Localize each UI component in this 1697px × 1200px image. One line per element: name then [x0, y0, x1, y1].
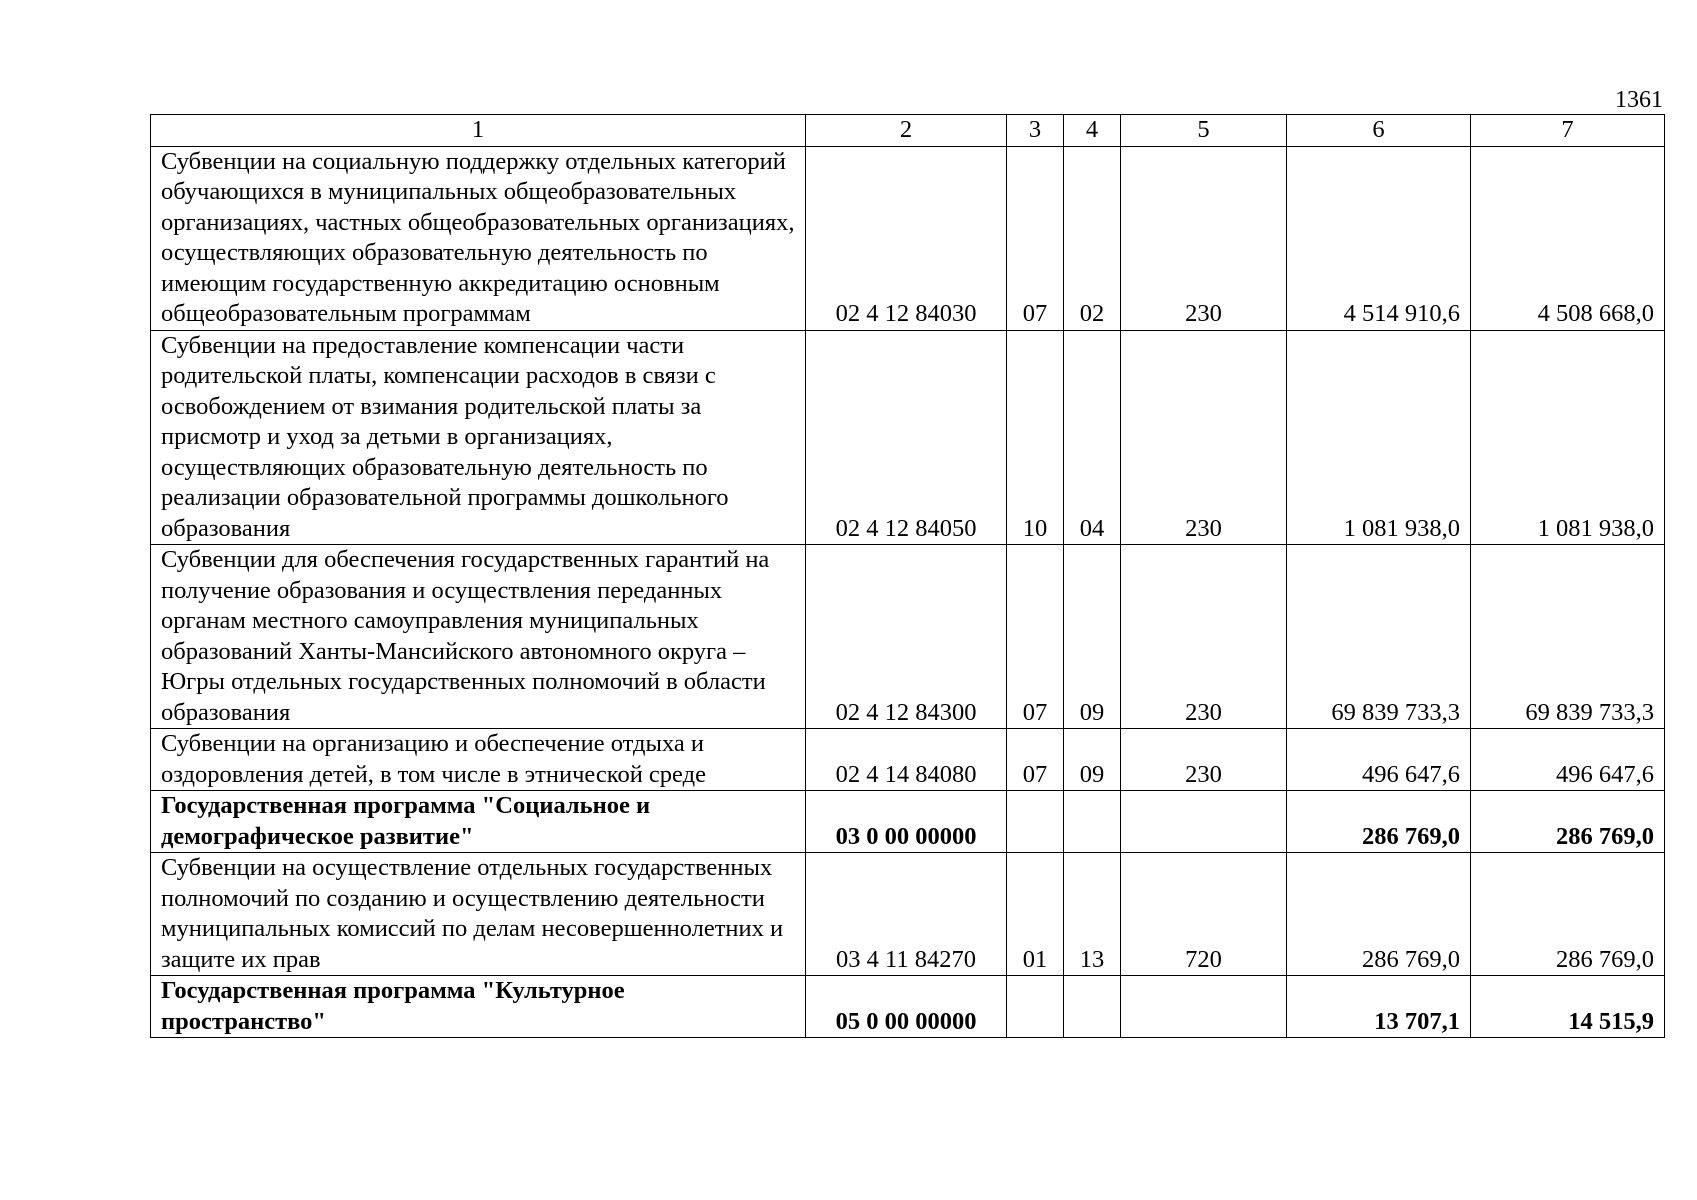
row-expense-kind [1121, 976, 1287, 1038]
column-header-2: 2 [806, 115, 1007, 147]
table-row [151, 330, 1665, 545]
column-header-1: 1 [151, 115, 806, 147]
row-expense-kind: 230 [1121, 330, 1287, 545]
header-row [151, 115, 1665, 147]
row-subsection: 04 [1064, 330, 1121, 545]
row-name: Государственная программа "Социальное и демографическое развитие" [151, 791, 806, 853]
table-row [151, 545, 1665, 729]
row-subsection: 09 [1064, 729, 1121, 791]
row-section [1007, 976, 1064, 1038]
row-subsection [1064, 976, 1121, 1038]
row-section: 01 [1007, 853, 1064, 976]
row-section [1007, 791, 1064, 853]
table-row [151, 853, 1665, 976]
row-subsection: 13 [1064, 853, 1121, 976]
budget-table [150, 114, 1665, 1038]
row-expense-kind: 230 [1121, 729, 1287, 791]
row-sum-7: 1 081 938,0 [1471, 330, 1665, 545]
row-target-code: 03 0 00 00000 [806, 791, 1007, 853]
row-sum-7: 14 515,9 [1471, 976, 1665, 1038]
row-subsection: 09 [1064, 545, 1121, 729]
row-sum-7: 496 647,6 [1471, 729, 1665, 791]
row-sum-7: 286 769,0 [1471, 853, 1665, 976]
row-target-code: 03 4 11 84270 [806, 853, 1007, 976]
row-name: Субвенции на организацию и обеспечение отдыха и оздоровления детей, в том числе в этнической среде [151, 729, 806, 791]
row-name: Субвенции на предоставление компенсации части родительской платы, компенсации расходов в связи с освобождением от взимания родительской платы за присмотр и уход за детьми в организациях, осуществляющих образовательную деятельность по реализации образовательной программы дошкольного образования [151, 330, 806, 545]
column-header-3: 3 [1007, 115, 1064, 147]
table-row [151, 146, 1665, 330]
column-header-6: 6 [1287, 115, 1471, 147]
row-section: 07 [1007, 146, 1064, 330]
row-sum-6: 1 081 938,0 [1287, 330, 1471, 545]
row-expense-kind: 230 [1121, 545, 1287, 729]
row-target-code: 02 4 12 84050 [806, 330, 1007, 545]
row-target-code: 02 4 12 84030 [806, 146, 1007, 330]
program-total-row [151, 791, 1665, 853]
row-section: 07 [1007, 545, 1064, 729]
column-header-4: 4 [1064, 115, 1121, 147]
row-expense-kind: 230 [1121, 146, 1287, 330]
row-name: Государственная программа "Культурное пространство" [151, 976, 806, 1038]
row-name: Субвенции для обеспечения государственных гарантий на получение образования и осуществления переданных органам местного самоуправления муниципальных образований Ханты-Мансийского автономного округа – Югры отдельных государственных полномочий в области образования [151, 545, 806, 729]
row-sum-6: 13 707,1 [1287, 976, 1471, 1038]
row-section: 10 [1007, 330, 1064, 545]
page-number: 1361 [1615, 87, 1663, 113]
column-header-5: 5 [1121, 115, 1287, 147]
row-sum-6: 286 769,0 [1287, 791, 1471, 853]
row-target-code: 02 4 12 84300 [806, 545, 1007, 729]
table-row [151, 729, 1665, 791]
program-total-row [151, 976, 1665, 1038]
row-sum-6: 286 769,0 [1287, 853, 1471, 976]
row-section: 07 [1007, 729, 1064, 791]
row-expense-kind [1121, 791, 1287, 853]
row-target-code: 05 0 00 00000 [806, 976, 1007, 1038]
row-name: Субвенции на осуществление отдельных государственных полномочий по созданию и осуществлению деятельности муниципальных комиссий по делам несовершеннолетних и защите их прав [151, 853, 806, 976]
column-header-7: 7 [1471, 115, 1665, 147]
row-name: Субвенции на социальную поддержку отдельных категорий обучающихся в муниципальных общеобразовательных организациях, частных общеобразовательных организациях, осуществляющих образовательную деятельность по имеющим государственную аккредитацию основным общеобразовательным программам [151, 146, 806, 330]
row-subsection: 02 [1064, 146, 1121, 330]
row-expense-kind: 720 [1121, 853, 1287, 976]
row-sum-6: 69 839 733,3 [1287, 545, 1471, 729]
row-subsection [1064, 791, 1121, 853]
row-sum-7: 69 839 733,3 [1471, 545, 1665, 729]
row-sum-6: 496 647,6 [1287, 729, 1471, 791]
row-sum-6: 4 514 910,6 [1287, 146, 1471, 330]
row-sum-7: 4 508 668,0 [1471, 146, 1665, 330]
row-sum-7: 286 769,0 [1471, 791, 1665, 853]
row-target-code: 02 4 14 84080 [806, 729, 1007, 791]
